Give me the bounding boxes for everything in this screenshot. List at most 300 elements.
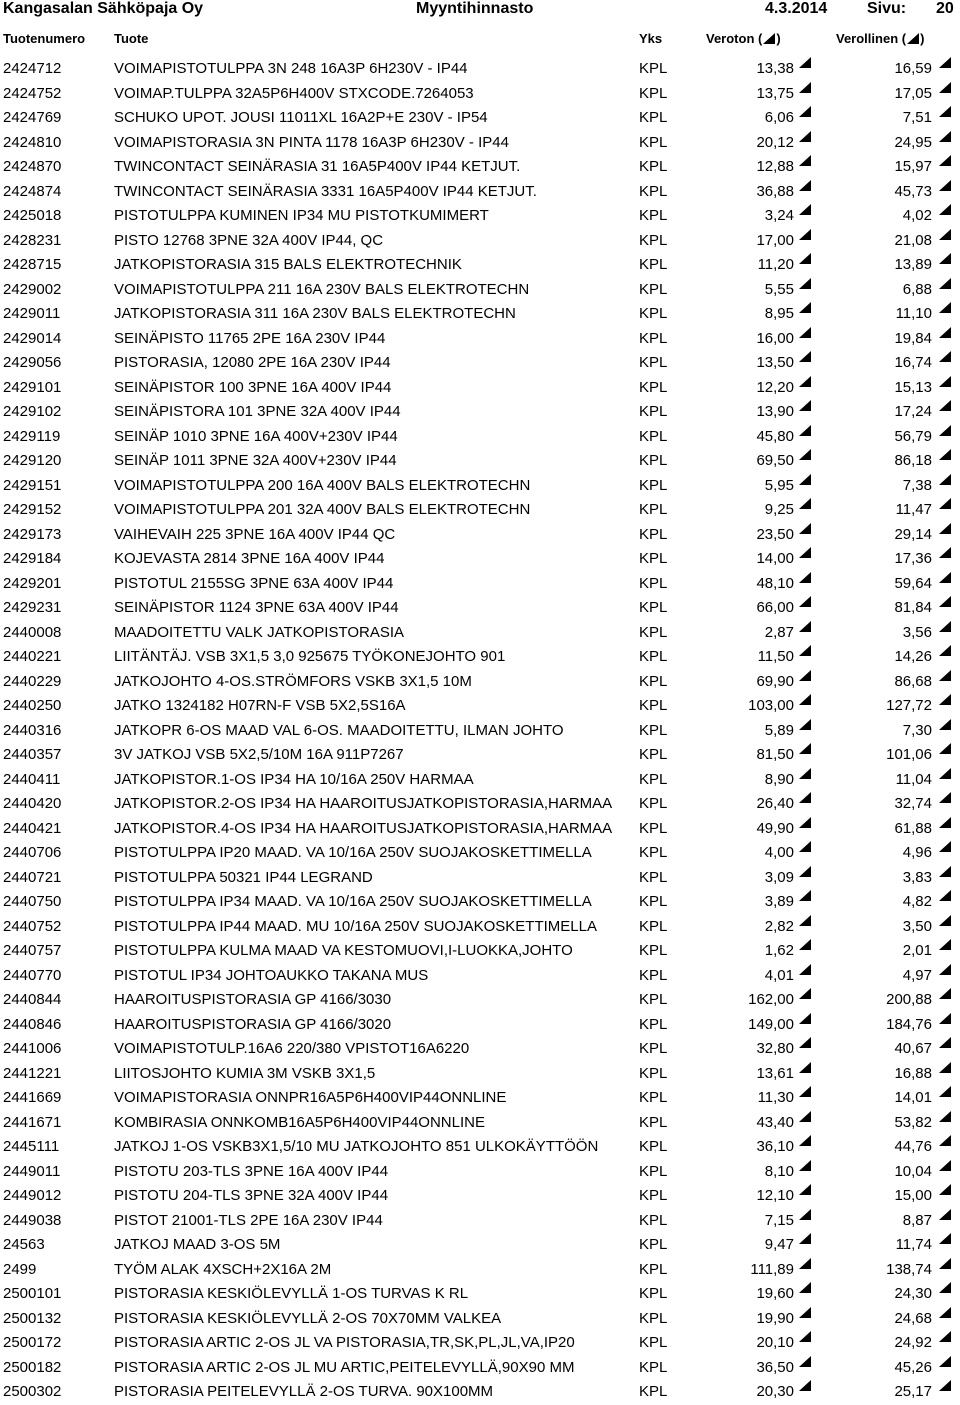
product-code: 2429011 <box>3 305 61 322</box>
product-unit: KPL <box>639 1040 668 1057</box>
table-row <box>0 1086 960 1111</box>
blank-glyph-icon <box>939 1307 951 1318</box>
table-row <box>0 768 960 793</box>
product-code: 2500172 <box>3 1334 62 1351</box>
product-name: PISTORASIA ARTIC 2-OS JL VA PISTORASIA,TR,SK,PL,JL,VA,IP20 <box>114 1334 575 1351</box>
blank-glyph-icon <box>939 253 951 264</box>
table-row <box>0 1258 960 1283</box>
net-price: 19,90 <box>756 1309 794 1327</box>
blank-glyph-icon <box>799 474 811 485</box>
blank-glyph-icon <box>939 547 951 558</box>
table-row <box>0 376 960 401</box>
gross-price: 24,30 <box>894 1285 932 1302</box>
product-code: 2429056 <box>3 354 62 371</box>
net-price: 149,00 <box>748 1015 794 1033</box>
product-name: VOIMAPISTORASIA 3N PINTA 1178 16A3P 6H230V - IP44 <box>114 133 509 151</box>
net-price: 32,80 <box>756 1040 794 1057</box>
gross-price: 11,04 <box>895 770 932 788</box>
table-row <box>0 57 960 82</box>
product-name: JATKOPR 6-OS MAAD VAL 6-OS. MAADOITETTU, ILMAN JOHTO <box>114 721 564 739</box>
blank-glyph-icon <box>799 988 811 999</box>
product-name: LIITOSJOHTO KUMIA 3M VSKB 3X1,5 <box>114 1064 376 1082</box>
blank-glyph-icon <box>799 131 811 142</box>
table-row <box>0 1307 960 1332</box>
product-code: 2424712 <box>3 60 62 77</box>
product-name: TYÖM ALAK 4XSCH+2X16A 2M <box>114 1260 332 1278</box>
product-code: 2429102 <box>3 403 62 420</box>
blank-glyph-icon <box>939 890 951 901</box>
blank-glyph-icon <box>799 180 811 191</box>
product-code: 2429119 <box>3 427 61 445</box>
product-code: 2440770 <box>3 966 62 984</box>
product-unit: KPL <box>639 672 668 690</box>
blank-glyph-icon <box>939 792 951 803</box>
blank-glyph-icon <box>799 106 811 117</box>
blank-glyph-icon <box>939 719 951 730</box>
product-name: PISTO 12768 3PNE 32A 400V IP44, QC <box>114 231 384 249</box>
table-row <box>0 1380 960 1405</box>
table-row <box>0 425 960 450</box>
blank-glyph-icon <box>799 400 811 411</box>
product-code: 2440752 <box>3 917 62 935</box>
table-row <box>0 1111 960 1136</box>
column-header-net-price: Veroton ( ) <box>706 31 781 46</box>
column-headers <box>0 28 960 50</box>
blank-glyph-icon <box>939 1062 951 1073</box>
gross-price: 10,04 <box>894 1162 932 1180</box>
blank-glyph-icon <box>799 1258 811 1269</box>
table-row <box>0 351 960 376</box>
net-price: 23,50 <box>756 525 794 543</box>
blank-glyph-icon <box>799 547 811 558</box>
product-name: VOIMAPISTORASIA ONNPR16A5P6H400VIP44ONNLINE <box>114 1089 507 1106</box>
blank-glyph-icon <box>799 719 811 730</box>
gross-price: 7,51 <box>902 109 932 126</box>
table-row <box>0 1184 960 1209</box>
product-name: PISTORASIA KESKIÖLEVYLLÄ 1-OS TURVAS K RL <box>114 1285 469 1302</box>
table-row <box>0 523 960 548</box>
net-price: 9,25 <box>764 501 794 518</box>
product-name: JATKOPISTOR.4-OS IP34 HA HAAROITUSJATKOPISTORASIA,HARMAA <box>114 819 613 837</box>
product-unit: KPL <box>639 746 668 763</box>
net-price: 4,01 <box>764 966 794 984</box>
product-code: 2500302 <box>3 1383 62 1400</box>
company-name: Kangasalan Sähköpaja Oy <box>3 0 204 17</box>
product-code: 2440229 <box>3 672 62 690</box>
blank-glyph-icon <box>799 1086 811 1097</box>
net-price: 20,12 <box>756 133 794 151</box>
blank-glyph-icon <box>939 204 951 215</box>
product-name: VOIMAP.TULPPA 32A5P6H400V STXCODE.7264053 <box>114 84 474 102</box>
gross-price: 44,76 <box>894 1138 932 1155</box>
blank-glyph-icon <box>799 1233 811 1244</box>
product-unit: KPL <box>639 305 668 322</box>
gross-price: 25,17 <box>894 1383 932 1400</box>
net-price: 36,10 <box>756 1138 794 1155</box>
product-unit: KPL <box>639 378 668 396</box>
column-header-code: Tuotenumero <box>3 31 86 46</box>
product-code: 2440750 <box>3 893 62 910</box>
product-name: PISTOTULPPA IP44 MAAD. MU 10/16A 250V SUOJAKOSKETTIMELLA <box>114 917 597 935</box>
product-unit: KPL <box>639 574 668 592</box>
product-unit: KPL <box>639 329 668 347</box>
gross-price: 32,74 <box>894 795 932 812</box>
blank-glyph-icon <box>799 498 811 509</box>
product-code: 2429201 <box>3 574 62 592</box>
gross-price: 15,00 <box>894 1187 932 1204</box>
product-name: JATKOJ MAAD 3-OS 5M <box>114 1236 281 1253</box>
blank-glyph-icon <box>799 670 811 681</box>
product-code: 2440757 <box>3 942 62 959</box>
blank-glyph-icon <box>939 1086 951 1097</box>
table-row <box>0 915 960 940</box>
net-price: 111,89 <box>750 1260 794 1278</box>
table-row <box>0 253 960 278</box>
product-unit: KPL <box>639 942 668 959</box>
gross-price: 3,83 <box>902 868 932 886</box>
gross-price: 15,13 <box>894 378 932 396</box>
net-price: 16,00 <box>756 329 794 347</box>
net-price: 11,50 <box>757 648 794 665</box>
price-list <box>0 57 960 1405</box>
gross-price: 56,79 <box>894 427 932 445</box>
blank-glyph-icon <box>799 1356 811 1367</box>
product-unit: KPL <box>639 1334 668 1351</box>
net-price: 14,00 <box>756 550 794 567</box>
table-row <box>0 964 960 989</box>
blank-glyph-icon <box>799 1307 811 1318</box>
product-name: HAAROITUSPISTORASIA GP 4166/3020 <box>114 1015 392 1033</box>
table-row <box>0 229 960 254</box>
product-name: PISTOTUL IP34 JOHTOAUKKO TAKANA MUS <box>114 966 429 984</box>
product-code: 2440844 <box>3 991 62 1008</box>
product-unit: KPL <box>639 966 668 984</box>
product-code: 2428231 <box>3 231 62 249</box>
gross-price: 127,72 <box>886 697 932 714</box>
product-unit: KPL <box>639 893 668 910</box>
blank-glyph-icon <box>939 988 951 999</box>
blank-glyph-icon <box>939 229 951 240</box>
net-price: 6,06 <box>764 109 794 126</box>
product-unit: KPL <box>639 599 668 616</box>
net-price: 4,00 <box>764 844 794 861</box>
product-code: 2429173 <box>3 525 62 543</box>
blank-glyph-icon <box>799 155 811 166</box>
net-price: 103,00 <box>748 697 794 714</box>
table-row <box>0 302 960 327</box>
product-code: 2449011 <box>3 1162 61 1180</box>
blank-glyph-icon <box>799 915 811 926</box>
net-price: 17,00 <box>756 231 794 249</box>
gross-price: 13,89 <box>894 256 932 273</box>
blank-glyph-icon <box>799 425 811 436</box>
product-code: 2445111 <box>3 1138 60 1155</box>
blank-glyph-icon <box>939 1037 951 1048</box>
blank-glyph-icon <box>799 743 811 754</box>
product-unit: KPL <box>639 1383 668 1400</box>
product-unit: KPL <box>639 648 668 665</box>
product-code: 2500101 <box>3 1285 62 1302</box>
table-row <box>0 1160 960 1185</box>
product-unit: KPL <box>639 721 668 739</box>
blank-glyph-icon <box>939 572 951 583</box>
product-unit: KPL <box>639 256 668 273</box>
table-row <box>0 106 960 131</box>
product-unit: KPL <box>639 1138 668 1155</box>
gross-price: 3,56 <box>902 623 932 641</box>
gross-price: 6,88 <box>902 280 932 298</box>
table-row <box>0 866 960 891</box>
product-code: 2425018 <box>3 207 62 224</box>
blank-glyph-icon <box>939 1282 951 1293</box>
gross-price: 4,82 <box>902 893 932 910</box>
blank-glyph-icon <box>939 964 951 975</box>
product-name: KOJEVASTA 2814 3PNE 16A 400V IP44 <box>114 550 385 567</box>
table-row <box>0 670 960 695</box>
column-header-unit: Yks <box>639 31 663 46</box>
product-code: 2440221 <box>3 648 62 665</box>
product-name: SEINÄP 1011 3PNE 32A 400V+230V IP44 <box>114 452 397 469</box>
blank-glyph-icon <box>799 204 811 215</box>
blank-glyph-icon <box>799 1160 811 1171</box>
net-price: 3,09 <box>764 868 794 886</box>
product-code: 2424870 <box>3 158 62 175</box>
table-row <box>0 1356 960 1381</box>
table-row <box>0 817 960 842</box>
product-code: 2440721 <box>3 868 62 886</box>
net-price: 9,47 <box>764 1236 794 1253</box>
blank-glyph-icon <box>799 939 811 950</box>
product-unit: KPL <box>639 917 668 935</box>
product-unit: KPL <box>639 1187 668 1204</box>
gross-price: 3,50 <box>902 917 932 935</box>
product-name: MAADOITETTU VALK JATKOPISTORASIA <box>114 623 405 641</box>
net-price: 3,24 <box>764 207 794 224</box>
product-unit: KPL <box>639 1113 668 1131</box>
product-unit: KPL <box>639 476 668 494</box>
blank-glyph-icon <box>799 278 811 289</box>
blank-glyph-icon <box>799 596 811 607</box>
net-price: 2,82 <box>764 917 794 935</box>
product-unit: KPL <box>639 525 668 543</box>
gross-price: 2,01 <box>902 942 932 959</box>
gross-price: 7,30 <box>902 721 932 739</box>
blank-glyph-icon <box>939 449 951 460</box>
blank-glyph-icon <box>939 1331 951 1342</box>
blank-glyph-icon <box>939 817 951 828</box>
page-number: 20 <box>936 0 954 17</box>
product-unit: KPL <box>639 84 668 102</box>
net-price: 162,00 <box>748 991 794 1008</box>
blank-glyph-icon <box>939 523 951 534</box>
net-price: 11,20 <box>757 256 794 273</box>
gross-price: 11,74 <box>895 1236 932 1253</box>
product-unit: KPL <box>639 427 668 445</box>
gross-price: 16,59 <box>894 60 932 77</box>
gross-price: 81,84 <box>894 599 932 616</box>
product-code: 24563 <box>3 1236 45 1253</box>
product-name: SEINÄPISTOR 100 3PNE 16A 400V IP44 <box>114 378 392 396</box>
table-row <box>0 155 960 180</box>
blank-glyph-icon <box>939 498 951 509</box>
product-code: 2428715 <box>3 256 62 273</box>
product-unit: KPL <box>639 868 668 886</box>
gross-price: 8,87 <box>902 1211 932 1229</box>
net-price: 1,62 <box>764 942 794 959</box>
blank-glyph-icon <box>939 278 951 289</box>
product-code: 2429120 <box>3 452 62 469</box>
blank-glyph-icon <box>799 1331 811 1342</box>
product-name: SEINÄP 1010 3PNE 16A 400V+230V IP44 <box>114 427 398 445</box>
product-name: JATKOPISTOR.2-OS IP34 HA HAAROITUSJATKOPISTORASIA,HARMAA <box>114 795 613 812</box>
gross-price: 86,68 <box>894 672 932 690</box>
product-unit: KPL <box>639 1015 668 1033</box>
net-price: 12,10 <box>756 1187 794 1204</box>
product-unit: KPL <box>639 403 668 420</box>
net-price: 11,30 <box>757 1089 794 1106</box>
net-price: 13,38 <box>756 60 794 77</box>
net-price: 2,87 <box>764 623 794 641</box>
product-code: 2424769 <box>3 109 62 126</box>
product-code: 2429151 <box>3 476 62 494</box>
product-code: 2441669 <box>3 1089 62 1106</box>
product-unit: KPL <box>639 1358 668 1376</box>
product-name: 3V JATKOJ VSB 5X2,5/10M 16A 911P7267 <box>114 746 404 763</box>
blank-glyph-icon <box>939 131 951 142</box>
product-name: TWINCONTACT SEINÄRASIA 31 16A5P400V IP44 KETJUT. <box>114 158 521 175</box>
blank-glyph-icon <box>939 57 951 68</box>
product-unit: KPL <box>639 158 668 175</box>
document-date: 4.3.2014 <box>765 0 828 17</box>
product-code: 2440357 <box>3 746 62 763</box>
blank-glyph-icon <box>939 1135 951 1146</box>
blank-glyph-icon <box>939 1013 951 1024</box>
blank-glyph-icon <box>939 621 951 632</box>
product-unit: KPL <box>639 550 668 567</box>
gross-price: 14,01 <box>894 1089 932 1106</box>
gross-price: 138,74 <box>886 1260 932 1278</box>
product-code: 2429184 <box>3 550 62 567</box>
net-price: 3,89 <box>764 893 794 910</box>
product-code: 2440846 <box>3 1015 62 1033</box>
blank-glyph-icon <box>939 155 951 166</box>
product-code: 2440411 <box>3 770 61 788</box>
net-price: 19,60 <box>756 1285 794 1302</box>
gross-price: 17,36 <box>894 550 932 567</box>
blank-glyph-icon <box>799 817 811 828</box>
product-unit: KPL <box>639 1236 668 1253</box>
product-unit: KPL <box>639 1260 668 1278</box>
product-code: 2500182 <box>3 1358 62 1376</box>
blank-glyph-icon <box>939 376 951 387</box>
product-name: HAAROITUSPISTORASIA GP 4166/3030 <box>114 991 392 1008</box>
blank-glyph-icon <box>939 768 951 779</box>
blank-glyph-icon <box>939 743 951 754</box>
product-name: KOMBIRASIA ONNKOMB16A5P6H400VIP44ONNLINE <box>114 1113 485 1131</box>
product-name: JATKOJ 1-OS VSKB3X1,5/10 MU JATKOJOHTO 851 ULKOKÄYTTÖÖN <box>114 1138 599 1155</box>
product-unit: KPL <box>639 231 668 249</box>
blank-glyph-icon <box>799 768 811 779</box>
product-name: VOIMAPISTOTULPPA 211 16A 230V BALS ELEKTROTECHN <box>114 280 530 298</box>
blank-glyph-icon <box>939 82 951 93</box>
gross-price: 45,26 <box>894 1358 932 1376</box>
blank-glyph-icon <box>799 841 811 852</box>
product-code: 2441671 <box>3 1113 62 1131</box>
blank-glyph-icon <box>799 1037 811 1048</box>
blank-glyph-icon <box>799 964 811 975</box>
blank-glyph-icon <box>939 1233 951 1244</box>
product-name: LIITÄNTÄJ. VSB 3X1,5 3,0 925675 TYÖKONEJOHTO 901 <box>114 648 506 665</box>
product-name: VOIMAPISTOTULPPA 3N 248 16A3P 6H230V - IP44 <box>114 60 468 77</box>
net-price: 45,80 <box>756 427 794 445</box>
product-code: 2449038 <box>3 1211 62 1229</box>
gross-price: 184,76 <box>886 1015 932 1033</box>
product-code: 2424874 <box>3 182 62 200</box>
blank-glyph-icon <box>799 523 811 534</box>
table-row <box>0 547 960 572</box>
product-unit: KPL <box>639 133 668 151</box>
product-name: PISTOTULPPA 50321 IP44 LEGRAND <box>114 868 373 886</box>
table-row <box>0 621 960 646</box>
blank-glyph-icon <box>799 572 811 583</box>
product-name: JATKOJOHTO 4-OS.STRÖMFORS VSKB 3X1,5 10M <box>114 672 472 690</box>
net-price: 8,90 <box>764 770 794 788</box>
product-unit: KPL <box>639 109 668 126</box>
blank-glyph-icon <box>939 694 951 705</box>
blank-glyph-icon <box>939 1160 951 1171</box>
blank-glyph-icon <box>939 106 951 117</box>
product-name: PISTOTULPPA KULMA MAAD VA KESTOMUOVI,I-LUOKKA,JOHTO <box>114 942 573 959</box>
gross-price: 200,88 <box>886 991 932 1008</box>
table-row <box>0 719 960 744</box>
net-price: 5,95 <box>764 476 794 494</box>
gross-price: 45,73 <box>894 182 932 200</box>
product-code: 2441006 <box>3 1040 62 1057</box>
product-unit: KPL <box>639 697 668 714</box>
blank-glyph-icon <box>939 1111 951 1122</box>
table-row <box>0 82 960 107</box>
blank-glyph-icon <box>939 400 951 411</box>
net-price: 8,95 <box>764 305 794 322</box>
gross-price: 17,05 <box>894 84 932 102</box>
table-row <box>0 498 960 523</box>
product-name: JATKO 1324182 H07RN-F VSB 5X2,5S16A <box>114 697 406 714</box>
blank-glyph-icon <box>799 1380 811 1391</box>
product-name: SEINÄPISTORA 101 3PNE 32A 400V IP44 <box>114 403 401 420</box>
gross-price: 101,06 <box>886 746 932 763</box>
gross-price: 21,08 <box>894 231 932 249</box>
net-price: 49,90 <box>756 819 794 837</box>
gross-price: 16,88 <box>894 1064 932 1082</box>
gross-price: 86,18 <box>894 452 932 469</box>
table-row <box>0 596 960 621</box>
product-name: PISTOTULPPA IP20 MAAD. VA 10/16A 250V SUOJAKOSKETTIMELLA <box>114 844 592 861</box>
net-price: 43,40 <box>756 1113 794 1131</box>
net-price: 13,50 <box>756 354 794 371</box>
product-code: 2449012 <box>3 1187 62 1204</box>
table-row <box>0 1062 960 1087</box>
product-name: PISTOTULPPA KUMINEN IP34 MU PISTOTKUMIMERT <box>114 207 489 224</box>
blank-glyph-icon <box>939 474 951 485</box>
gross-price: 19,84 <box>894 329 932 347</box>
product-unit: KPL <box>639 1285 668 1302</box>
blank-glyph-icon <box>799 376 811 387</box>
table-row <box>0 1209 960 1234</box>
product-code: 2440706 <box>3 844 62 861</box>
table-row <box>0 1013 960 1038</box>
net-price: 48,10 <box>756 574 794 592</box>
blank-glyph-icon <box>799 1013 811 1024</box>
